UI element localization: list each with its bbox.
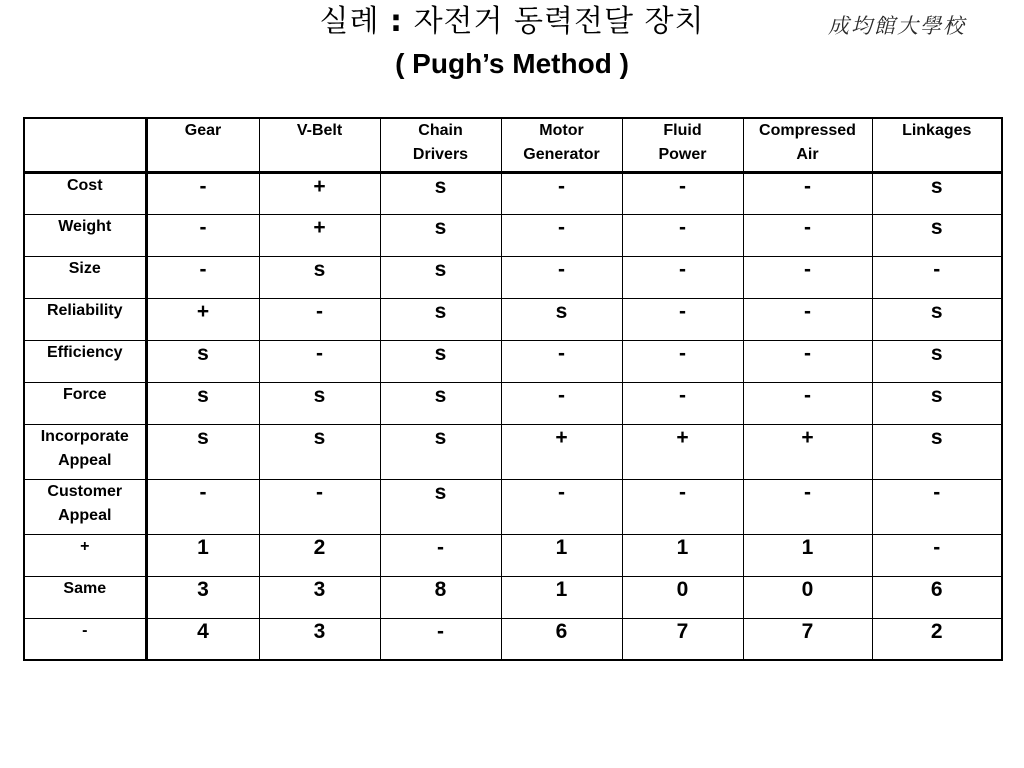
criteria-row: [24, 256, 1002, 298]
matrix-cell: 3: [259, 618, 380, 660]
row-label: Customer Appeal: [24, 479, 146, 534]
title-prefix: 실례: [319, 4, 380, 39]
matrix-cell: 7: [622, 618, 743, 660]
matrix-cell: -: [872, 256, 1002, 298]
matrix-cell: s: [259, 424, 380, 479]
matrix-cell: s: [380, 172, 501, 214]
university-logo: 成均館大學校: [828, 14, 966, 38]
matrix-cell: s: [146, 382, 259, 424]
criteria-row: [24, 479, 1002, 534]
criteria-row: [24, 214, 1002, 256]
matrix-cell: 1: [146, 534, 259, 576]
matrix-cell: s: [146, 340, 259, 382]
matrix-cell: 3: [259, 576, 380, 618]
summary-row: [24, 576, 1002, 618]
matrix-cell: -: [501, 172, 622, 214]
row-label: Force: [24, 382, 146, 424]
matrix-cell: +: [259, 214, 380, 256]
matrix-cell: -: [501, 479, 622, 534]
matrix-cell: -: [872, 479, 1002, 534]
column-header: Motor Generator: [501, 118, 622, 172]
matrix-cell: -: [501, 214, 622, 256]
matrix-cell: s: [872, 298, 1002, 340]
matrix-cell: s: [872, 172, 1002, 214]
matrix-cell: -: [743, 256, 872, 298]
row-label: +: [24, 534, 146, 576]
matrix-cell: 1: [622, 534, 743, 576]
matrix-cell: -: [146, 172, 259, 214]
matrix-cell: -: [622, 214, 743, 256]
matrix-cell: 1: [501, 534, 622, 576]
row-label: Efficiency: [24, 340, 146, 382]
matrix-cell: -: [146, 479, 259, 534]
matrix-cell: -: [743, 382, 872, 424]
matrix-cell: -: [259, 479, 380, 534]
matrix-cell: -: [501, 340, 622, 382]
row-label: Incorporate Appeal: [24, 424, 146, 479]
row-label: -: [24, 618, 146, 660]
column-header: Gear: [146, 118, 259, 172]
matrix-cell: 6: [501, 618, 622, 660]
summary-row: [24, 618, 1002, 660]
criteria-row: [24, 340, 1002, 382]
row-label: Reliability: [24, 298, 146, 340]
row-label: Size: [24, 256, 146, 298]
matrix-cell: -: [622, 340, 743, 382]
matrix-cell: 4: [146, 618, 259, 660]
matrix-cell: -: [622, 172, 743, 214]
criteria-row: [24, 382, 1002, 424]
matrix-cell: s: [380, 424, 501, 479]
matrix-cell: 1: [743, 534, 872, 576]
matrix-cell: -: [622, 479, 743, 534]
matrix-cell: -: [872, 534, 1002, 576]
matrix-cell: -: [622, 382, 743, 424]
criteria-row: [24, 172, 1002, 214]
matrix-cell: 8: [380, 576, 501, 618]
matrix-cell: s: [380, 256, 501, 298]
column-header: Compressed Air: [743, 118, 872, 172]
matrix-cell: -: [380, 618, 501, 660]
matrix-cell: s: [380, 214, 501, 256]
title-colon: :: [390, 4, 404, 39]
matrix-cell: +: [146, 298, 259, 340]
matrix-cell: 2: [872, 618, 1002, 660]
column-header: Linkages: [872, 118, 1002, 172]
matrix-cell: s: [380, 382, 501, 424]
matrix-cell: -: [743, 479, 872, 534]
matrix-cell: -: [146, 214, 259, 256]
matrix-cell: 0: [622, 576, 743, 618]
matrix-cell: -: [743, 172, 872, 214]
matrix-cell: -: [380, 534, 501, 576]
row-label: Weight: [24, 214, 146, 256]
matrix-cell: +: [259, 172, 380, 214]
matrix-cell: -: [743, 340, 872, 382]
matrix-cell: -: [146, 256, 259, 298]
matrix-cell: 0: [743, 576, 872, 618]
matrix-cell: s: [872, 214, 1002, 256]
criteria-row: [24, 298, 1002, 340]
matrix-cell: s: [872, 424, 1002, 479]
title-rest: 자전거 동력전달 장치: [413, 4, 705, 39]
matrix-cell: 3: [146, 576, 259, 618]
row-label: Same: [24, 576, 146, 618]
matrix-cell: -: [259, 298, 380, 340]
matrix-cell: s: [380, 340, 501, 382]
criteria-row: [24, 424, 1002, 479]
matrix-cell: 7: [743, 618, 872, 660]
matrix-cell: +: [501, 424, 622, 479]
matrix-cell: -: [743, 298, 872, 340]
matrix-cell: 2: [259, 534, 380, 576]
matrix-cell: +: [743, 424, 872, 479]
pugh-matrix-table: [23, 117, 1003, 661]
matrix-cell: -: [622, 256, 743, 298]
matrix-cell: -: [622, 298, 743, 340]
summary-row: [24, 534, 1002, 576]
column-header: V-Belt: [259, 118, 380, 172]
matrix-cell: -: [501, 256, 622, 298]
matrix-cell: s: [259, 382, 380, 424]
matrix-cell: -: [501, 382, 622, 424]
matrix-cell: +: [622, 424, 743, 479]
matrix-cell: s: [259, 256, 380, 298]
corner-cell: [24, 118, 146, 172]
matrix-cell: -: [743, 214, 872, 256]
matrix-cell: s: [872, 382, 1002, 424]
matrix-cell: s: [501, 298, 622, 340]
matrix-cell: s: [380, 479, 501, 534]
matrix-cell: 6: [872, 576, 1002, 618]
column-header: Chain Drivers: [380, 118, 501, 172]
header-row: [24, 118, 1002, 172]
matrix-cell: 1: [501, 576, 622, 618]
row-label: Cost: [24, 172, 146, 214]
matrix-cell: s: [872, 340, 1002, 382]
column-header: Fluid Power: [622, 118, 743, 172]
matrix-cell: s: [380, 298, 501, 340]
matrix-cell: s: [146, 424, 259, 479]
matrix-cell: -: [259, 340, 380, 382]
title-method: ( Pugh’s Method ): [395, 48, 629, 79]
